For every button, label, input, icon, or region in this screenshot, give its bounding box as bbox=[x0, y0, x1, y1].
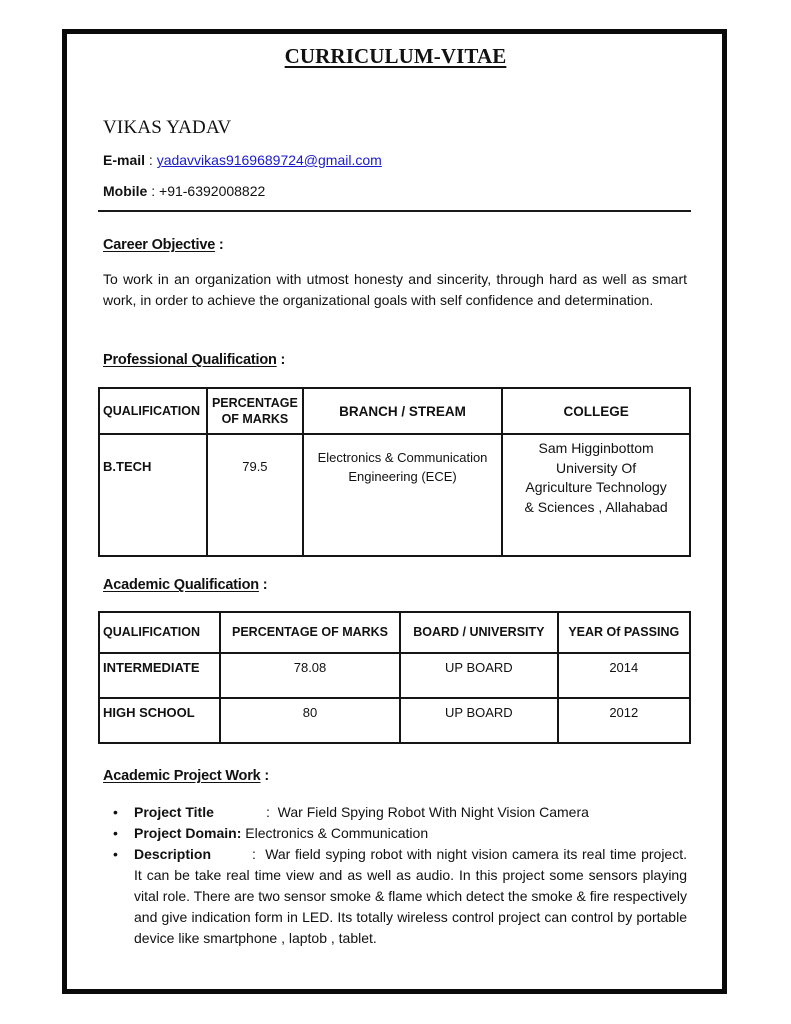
item-key: Description bbox=[134, 846, 212, 862]
professional-qualification-table bbox=[98, 387, 691, 557]
heading-colon: : bbox=[276, 352, 286, 368]
list-item-description bbox=[113, 844, 687, 949]
mobile-label: Mobile bbox=[103, 183, 148, 199]
table-header-row bbox=[99, 612, 690, 653]
academic-qualification-heading-text: Academic Qualification bbox=[103, 577, 259, 593]
cell-qualification: B.TECH bbox=[99, 434, 207, 556]
cell-qualification: INTERMEDIATE bbox=[99, 653, 220, 698]
item-separator: : bbox=[236, 825, 242, 841]
table-row bbox=[99, 653, 690, 698]
list-item-project-domain bbox=[113, 823, 687, 844]
academic-project-heading-text: Academic Project Work bbox=[103, 768, 261, 784]
career-objective-text: To work in an organization with utmost honesty and sincerity, through hard as well as smart work, in order to achieve the organizational goals with self confidence and determination. bbox=[103, 271, 687, 308]
column-header: QUALIFICATION bbox=[99, 388, 207, 434]
column-header: PERCENTAGE OF MARKS bbox=[207, 388, 303, 434]
cell-branch: Electronics & Communication Engineering (ECE) bbox=[303, 434, 502, 556]
email-line bbox=[103, 152, 382, 168]
bullet-icon: • bbox=[113, 804, 118, 820]
bullet-icon: • bbox=[113, 846, 118, 862]
table-row bbox=[99, 434, 690, 556]
email-separator: : bbox=[145, 152, 157, 168]
cell-qualification: HIGH SCHOOL bbox=[99, 698, 220, 743]
cell-board: UP BOARD bbox=[400, 698, 557, 743]
column-header: COLLEGE bbox=[502, 388, 690, 434]
professional-qualification-heading bbox=[103, 352, 285, 368]
academic-qualification-table bbox=[98, 611, 691, 744]
item-separator: : bbox=[266, 804, 270, 820]
project-details-list bbox=[113, 802, 687, 949]
heading-colon: : bbox=[258, 577, 268, 593]
bullet-icon: • bbox=[113, 825, 118, 841]
mobile-line bbox=[103, 183, 265, 199]
column-header: YEAR Of PASSING bbox=[558, 612, 690, 653]
list-item-project-title bbox=[113, 802, 687, 823]
cell-college: Sam Higginbottom University Of Agriculture Technology & Sciences , Allahabad bbox=[502, 434, 690, 556]
item-key: Project Title bbox=[134, 804, 214, 820]
column-header: PERCENTAGE OF MARKS bbox=[220, 612, 400, 653]
column-header: BOARD / UNIVERSITY bbox=[400, 612, 557, 653]
email-label: E-mail bbox=[103, 152, 146, 168]
cell-percentage: 78.08 bbox=[220, 653, 400, 698]
heading-colon: : bbox=[260, 768, 269, 784]
cell-year: 2014 bbox=[558, 653, 690, 698]
item-separator: : bbox=[252, 846, 256, 862]
item-key: Project Domain bbox=[134, 825, 237, 841]
cell-percentage: 79.5 bbox=[207, 434, 303, 556]
email-link[interactable]: yadavvikas9169689724@gmail.com bbox=[156, 152, 382, 168]
item-value: Electronics & Communication bbox=[245, 825, 429, 841]
cell-board: UP BOARD bbox=[400, 653, 557, 698]
academic-qualification-heading bbox=[103, 577, 267, 593]
item-value: War Field Spying Robot With Night Vision Camera bbox=[277, 804, 589, 820]
cell-year: 2012 bbox=[558, 698, 690, 743]
heading-colon: : bbox=[215, 237, 224, 253]
professional-qualification-heading-text: Professional Qualification bbox=[103, 352, 277, 368]
table-header-row bbox=[99, 388, 690, 434]
item-value: War field syping robot with night vision camera its real time project. It can be take real time view and as well as audio. In this project some sensors playing vital role. There are two sensor smoke & flame which detect the smoke & fire respectively and give indication form in LED. Its totally wireless control project can control by portable device like smartphone , laptob , tablet. bbox=[134, 846, 687, 946]
document-title: CURRICULUM-VITAE bbox=[284, 44, 507, 68]
mobile-separator: : bbox=[147, 183, 160, 199]
cell-percentage: 80 bbox=[220, 698, 400, 743]
header-divider bbox=[98, 210, 691, 212]
column-header: QUALIFICATION bbox=[99, 612, 220, 653]
career-objective-heading-text: Career Objective bbox=[103, 237, 216, 253]
column-header: BRANCH / STREAM bbox=[303, 388, 502, 434]
career-objective-heading bbox=[103, 237, 224, 253]
candidate-name: VIKAS YADAV bbox=[103, 117, 232, 138]
mobile-number: +91-6392008822 bbox=[159, 183, 266, 199]
table-row bbox=[99, 698, 690, 743]
academic-project-heading bbox=[103, 768, 269, 784]
